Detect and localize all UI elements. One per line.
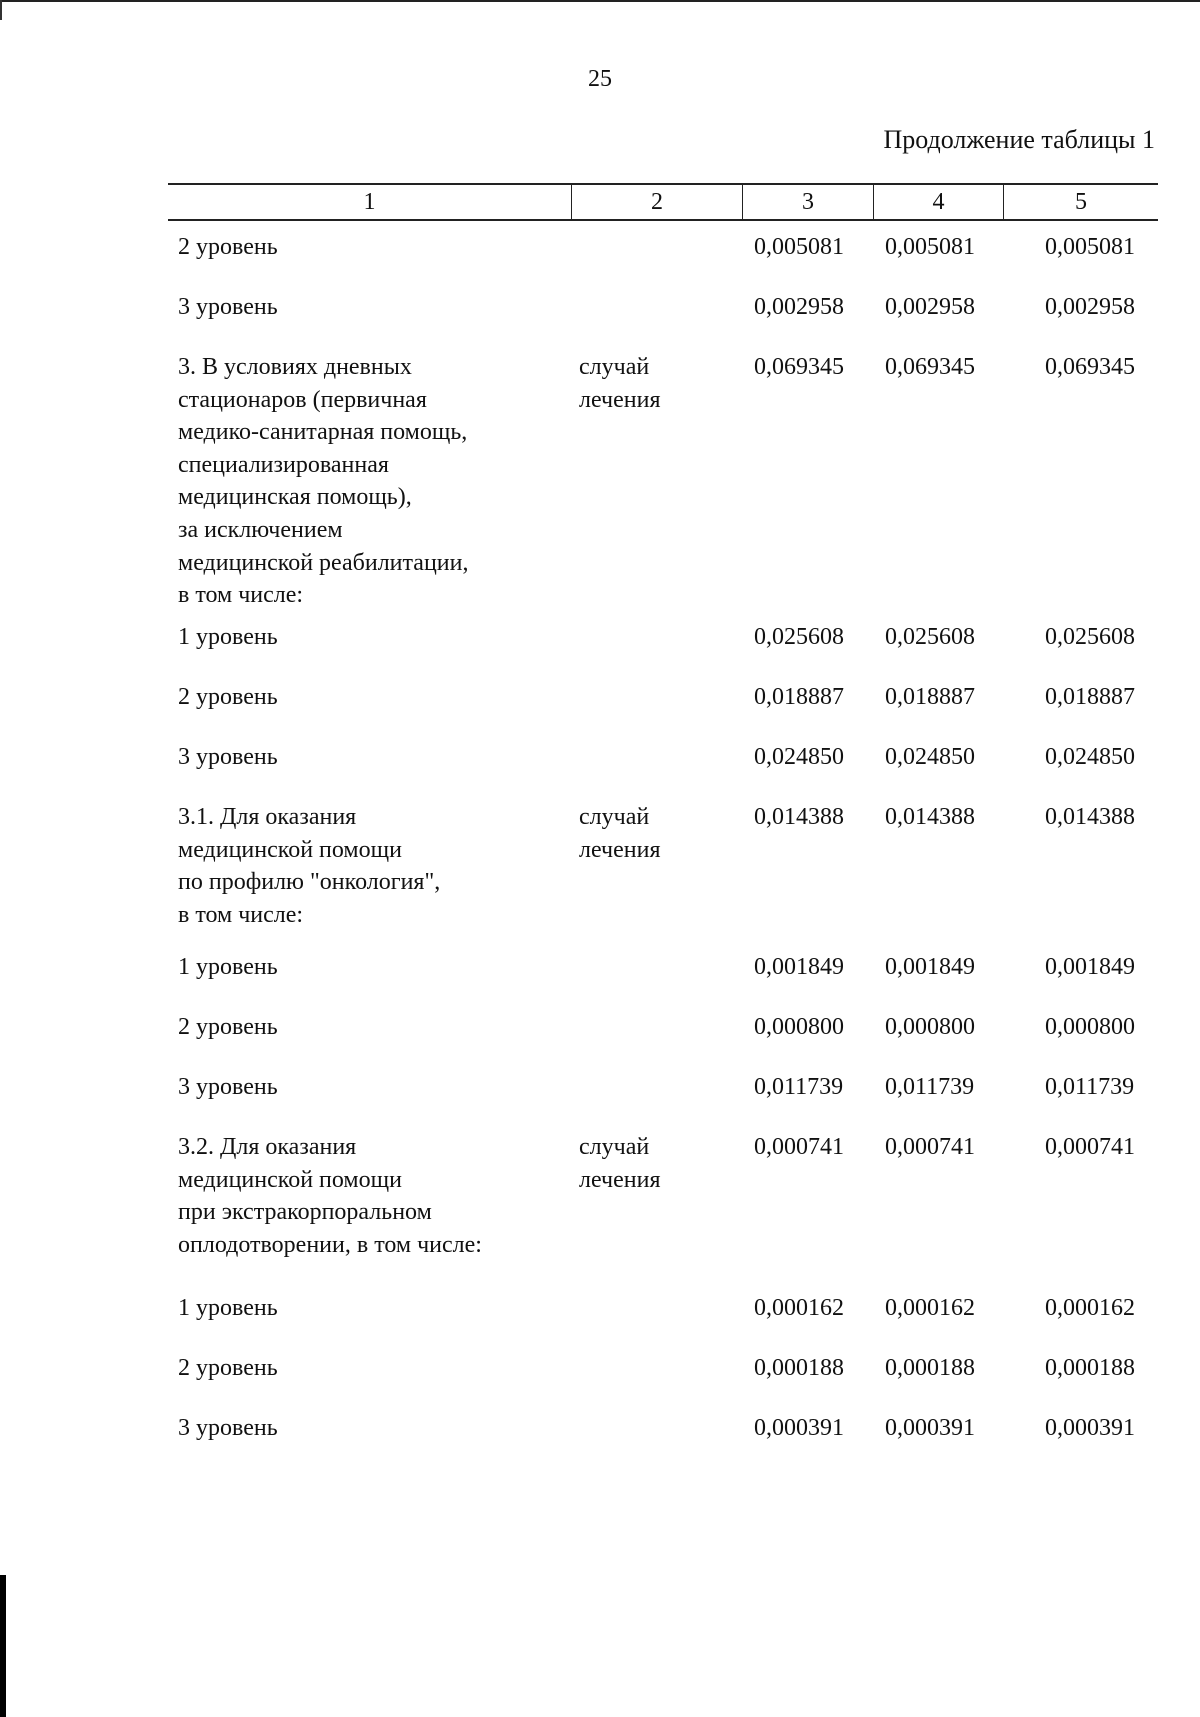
cell-unit <box>571 1352 742 1385</box>
cell-value-col3: 0,025608 <box>754 624 844 650</box>
cell-value-col5: 0,025608 <box>1045 624 1135 650</box>
table-row <box>168 741 1158 774</box>
scan-edge-left-bottom <box>0 1575 6 1717</box>
cell-value-col3: 0,002958 <box>754 294 844 320</box>
table-row <box>168 1352 1158 1385</box>
cell-value-col4: 0,018887 <box>885 684 975 710</box>
indicator-name-line: 2 уровень <box>178 684 278 710</box>
cell-value-col3: 0,000188 <box>754 1355 844 1381</box>
page-number: 25 <box>588 66 612 92</box>
unit-line: лечения <box>579 386 661 413</box>
cell-value-col4: 0,005081 <box>885 234 975 260</box>
cell-unit <box>571 1412 742 1445</box>
cell-unit <box>571 351 742 612</box>
cell-value-col4: 0,000741 <box>885 1134 975 1160</box>
cell-indicator-name <box>168 681 571 714</box>
cell-value-col4: 0,000391 <box>885 1415 975 1441</box>
table-row <box>168 351 1158 612</box>
indicator-name-line: в том числе: <box>178 901 304 928</box>
column-header-2: 2 <box>571 185 742 219</box>
cell-unit <box>571 1131 742 1261</box>
column-header-1: 1 <box>363 188 376 215</box>
indicator-name-line: специализированная <box>178 451 389 478</box>
table-row <box>168 291 1158 324</box>
cell-unit <box>571 621 742 654</box>
cell-value-col5: 0,024850 <box>1045 744 1135 770</box>
cell-indicator-name <box>168 1011 571 1044</box>
indicator-name-line: медицинской помощи <box>178 1166 402 1193</box>
indicator-name-line: 2 уровень <box>178 1355 278 1381</box>
indicator-name-line: в том числе: <box>178 582 304 609</box>
indicator-name-line: 1 уровень <box>178 954 278 980</box>
cell-value-col3: 0,018887 <box>754 684 844 710</box>
indicator-name-line: 3 уровень <box>178 294 278 320</box>
unit-line: лечения <box>579 1166 661 1193</box>
cell-value-col3: 0,024850 <box>754 744 844 770</box>
cell-indicator-name <box>168 1352 571 1385</box>
cell-value-col3: 0,001849 <box>754 954 844 980</box>
cell-unit <box>571 951 742 984</box>
indicator-name-line: при экстракорпоральном <box>178 1199 432 1226</box>
column-header-4: 4 <box>873 185 1003 219</box>
cell-indicator-name <box>168 801 571 931</box>
cell-unit <box>571 1292 742 1325</box>
table-row <box>168 951 1158 984</box>
cell-value-col4: 0,002958 <box>885 294 975 320</box>
scan-edge-left-top <box>0 0 2 20</box>
cell-unit <box>571 1011 742 1044</box>
table-row <box>168 681 1158 714</box>
table-row <box>168 1011 1158 1044</box>
cell-indicator-name <box>168 741 571 774</box>
cell-value-col3: 0,005081 <box>754 234 844 260</box>
table-continuation-label: Продолжение таблицы 1 <box>883 125 1155 154</box>
cell-value-col5: 0,000391 <box>1045 1415 1135 1441</box>
cell-value-col3: 0,069345 <box>754 354 844 380</box>
indicator-name-line: стационаров (первичная <box>178 386 427 413</box>
cell-indicator-name <box>168 621 571 654</box>
cell-value-col3: 0,014388 <box>754 804 844 830</box>
cell-value-col3: 0,000391 <box>754 1415 844 1441</box>
cell-unit <box>571 1071 742 1104</box>
cell-indicator-name <box>168 1071 571 1104</box>
cell-value-col5: 0,000188 <box>1045 1355 1135 1381</box>
cell-value-col5: 0,001849 <box>1045 954 1135 980</box>
cell-value-col4: 0,001849 <box>885 954 975 980</box>
indicator-name-line: за исключением <box>178 516 343 543</box>
cell-unit <box>571 231 742 264</box>
indicator-name-line: медицинской помощи <box>178 836 402 863</box>
indicator-name-line: 3 уровень <box>178 1415 278 1441</box>
indicator-name-line: 3.1. Для оказания <box>178 804 357 830</box>
indicator-name-line: 2 уровень <box>178 1014 278 1040</box>
indicator-name-line: 1 уровень <box>178 624 278 650</box>
indicator-name-line: 3.2. Для оказания <box>178 1134 357 1160</box>
cell-unit <box>571 801 742 931</box>
unit-line: лечения <box>579 836 661 863</box>
cell-value-col3: 0,011739 <box>754 1074 844 1100</box>
table-row <box>168 231 1158 264</box>
cell-value-col5: 0,014388 <box>1045 804 1135 830</box>
cell-indicator-name <box>168 231 571 264</box>
table-row <box>168 801 1158 931</box>
cell-value-col4: 0,024850 <box>885 744 975 770</box>
cell-value-col4: 0,069345 <box>885 354 975 380</box>
cell-value-col5: 0,000741 <box>1045 1134 1135 1160</box>
unit-line: случай <box>579 1134 650 1160</box>
table-row <box>168 1071 1158 1104</box>
unit-line: случай <box>579 354 650 380</box>
column-header-5: 5 <box>1003 185 1158 219</box>
cell-indicator-name <box>168 291 571 324</box>
cell-indicator-name <box>168 1131 571 1261</box>
cell-value-col5: 0,018887 <box>1045 684 1135 710</box>
cell-value-col5: 0,000162 <box>1045 1295 1135 1321</box>
cell-value-col5: 0,005081 <box>1045 234 1135 260</box>
indicator-name-line: 3 уровень <box>178 1074 278 1100</box>
indicator-name-line: 3. В условиях дневных <box>178 354 412 380</box>
cell-indicator-name <box>168 1292 571 1325</box>
indicator-name-line: 2 уровень <box>178 234 278 260</box>
cell-value-col5: 0,000800 <box>1045 1014 1135 1040</box>
indicator-name-line: 1 уровень <box>178 1295 278 1321</box>
indicator-name-line: 3 уровень <box>178 744 278 770</box>
column-header-3: 3 <box>742 185 873 219</box>
table-row <box>168 1131 1158 1261</box>
cell-indicator-name <box>168 951 571 984</box>
cell-value-col3: 0,000741 <box>754 1134 844 1160</box>
cell-unit <box>571 681 742 714</box>
cell-value-col4: 0,000188 <box>885 1355 975 1381</box>
table-row <box>168 1412 1158 1445</box>
table-header <box>168 183 1158 221</box>
cell-value-col4: 0,014388 <box>885 804 975 830</box>
cell-value-col4: 0,000800 <box>885 1014 975 1040</box>
table-row <box>168 621 1158 654</box>
cell-indicator-name <box>168 351 571 612</box>
unit-line: случай <box>579 804 650 830</box>
indicator-name-line: медицинская помощь), <box>178 484 412 511</box>
cell-value-col3: 0,000800 <box>754 1014 844 1040</box>
cell-value-col5: 0,011739 <box>1045 1074 1135 1100</box>
cell-value-col4: 0,025608 <box>885 624 975 650</box>
scan-edge-top <box>0 0 1200 2</box>
indicator-name-line: оплодотворении, в том числе: <box>178 1231 482 1258</box>
cell-value-col3: 0,000162 <box>754 1295 844 1321</box>
table-row <box>168 1292 1158 1325</box>
indicator-name-line: медико-санитарная помощь, <box>178 419 468 446</box>
cell-unit <box>571 291 742 324</box>
cell-value-col5: 0,002958 <box>1045 294 1135 320</box>
cell-indicator-name <box>168 1412 571 1445</box>
indicator-name-line: медицинской реабилитации, <box>178 549 469 576</box>
cell-unit <box>571 741 742 774</box>
cell-value-col4: 0,000162 <box>885 1295 975 1321</box>
cell-value-col5: 0,069345 <box>1045 354 1135 380</box>
indicator-name-line: по профилю "онкология", <box>178 869 441 896</box>
cell-value-col4: 0,011739 <box>885 1074 975 1100</box>
